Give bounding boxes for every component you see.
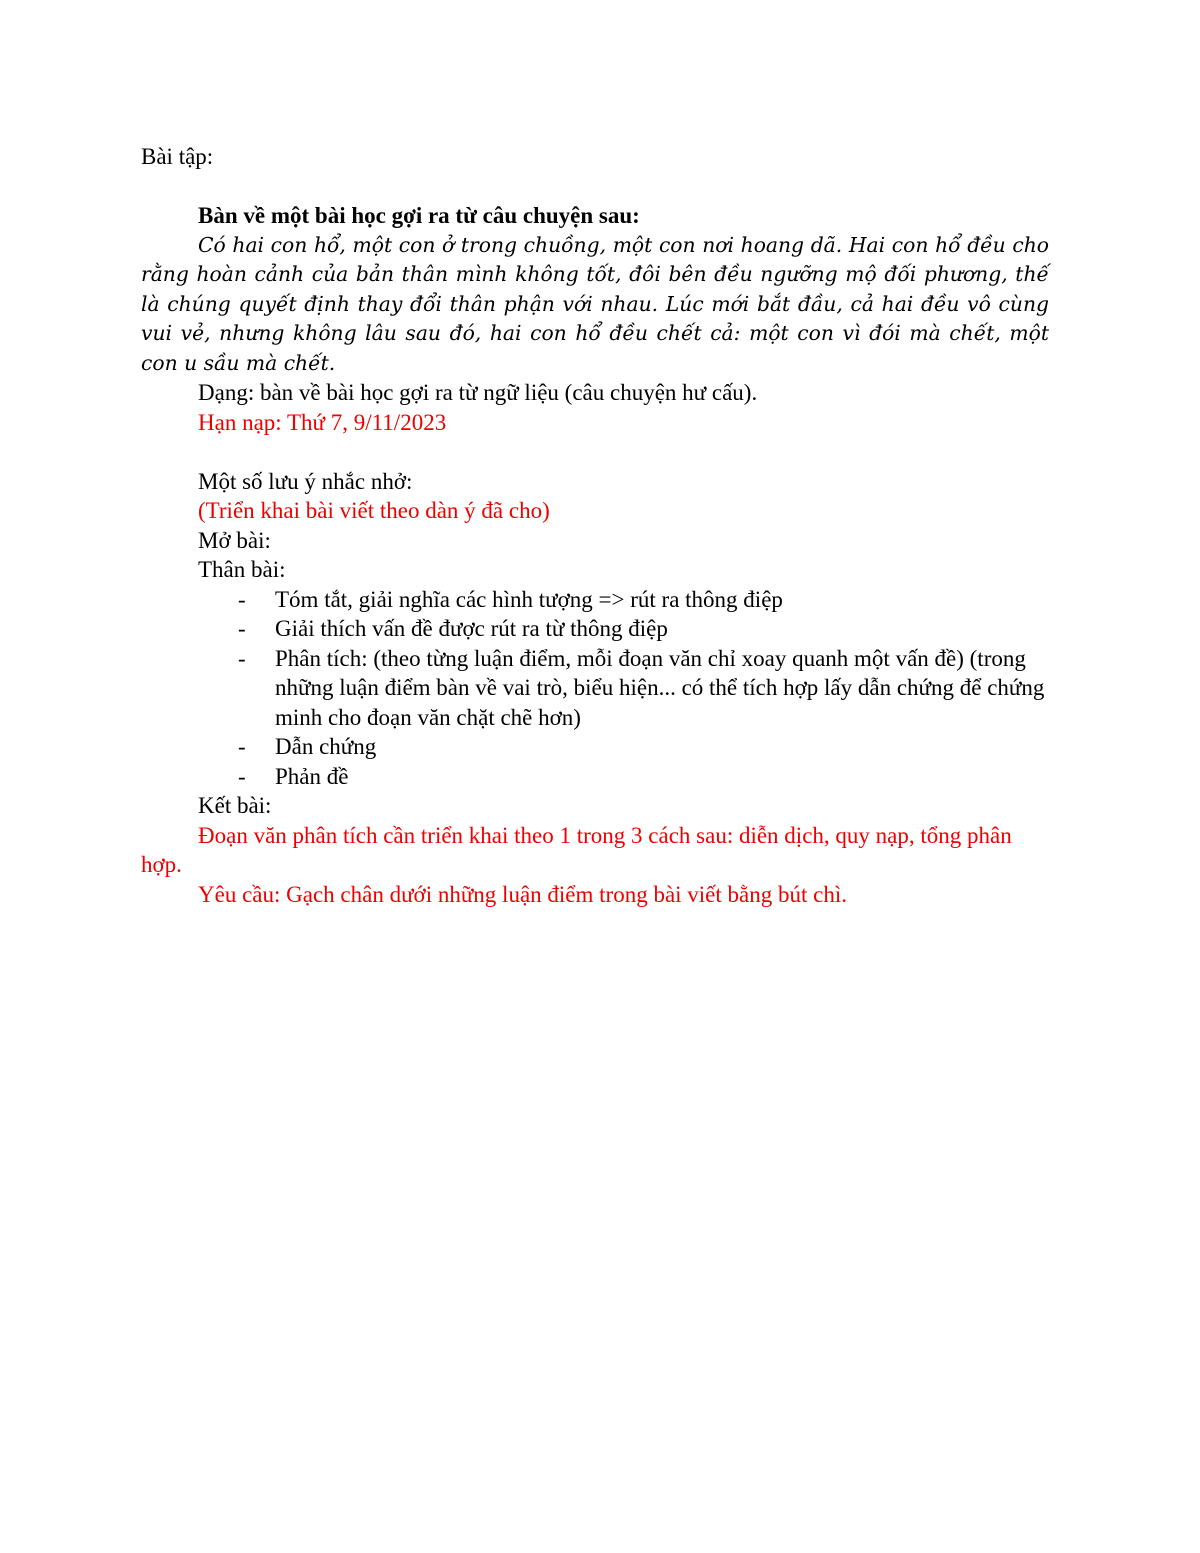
outline-note: (Triển khai bài viết theo dàn ý đã cho) xyxy=(198,498,550,523)
conclusion-label: Kết bài: xyxy=(198,793,272,818)
story-text: Có hai con hổ, một con ở trong chuồng, một con nơi hoang dã. Hai con hổ đều cho rằng hoàn cảnh của bản thân mình không tốt, đôi bên đều ngưỡng mộ đối phương, thế là chúng quyết định thay đổi thân phận với nhau. Lúc mới bắt đầu, cả hai đều vô cùng vui vẻ, nhưng không lâu sau đó, hai con hổ đều chết cả: một con vì đói mà chết, một con u sầu mà chết. xyxy=(141,232,1049,375)
prompt-title: Bàn về một bài học gợi ra từ câu chuyện sau: xyxy=(198,203,640,228)
body-label: Thân bài: xyxy=(198,557,286,582)
list-item-text: Phản đề xyxy=(275,763,349,789)
list-item xyxy=(238,732,1075,762)
list-item-text: Tóm tắt, giải nghĩa các hình tượng => rút ra thông điệp xyxy=(275,586,783,612)
exercise-heading: Bài tập: xyxy=(141,144,214,169)
bullet-dash: - xyxy=(238,616,246,641)
bullet-dash: - xyxy=(238,763,246,789)
requirement-text: Yêu cầu: Gạch chân dưới những luận điểm trong bài viết bằng bút chì. xyxy=(198,881,847,907)
bullet-dash: - xyxy=(238,734,246,759)
list-item xyxy=(238,614,1075,644)
deadline-text: Hạn nạp: Thứ 7, 9/11/2023 xyxy=(198,409,447,435)
list-item-text: Giải thích vấn đề được rút ra từ thông điệp xyxy=(275,616,668,641)
form-type-text: Dạng: bàn về bài học gợi ra từ ngữ liệu (câu chuyện hư cấu). xyxy=(198,380,758,405)
list-item-text: Phân tích: (theo từng luận điểm, mỗi đoạn văn chỉ xoay quanh một vấn đề) (trong những luận điểm bàn về vai trò, biểu hiện... có thể tích hợp lấy dẫn chứng để chứng minh cho đoạn văn chặt chẽ hơn) xyxy=(275,645,1045,730)
blank-line xyxy=(141,437,1051,467)
list-item xyxy=(238,762,1075,792)
bullet-dash: - xyxy=(238,586,246,612)
document-page xyxy=(141,142,1051,909)
paragraph-rule-text: Đoạn văn phân tích cần triển khai theo 1 trong 3 cách sau: diễn dịch, quy nạp, tổng phân hợp. xyxy=(141,822,1012,877)
list-item xyxy=(238,644,1075,733)
body-outline-list xyxy=(141,585,1051,792)
notes-title: Một số lưu ý nhắc nhở: xyxy=(198,468,413,494)
blank-line xyxy=(141,172,1051,202)
list-item-text: Dẫn chứng xyxy=(275,734,377,759)
intro-label: Mở bài: xyxy=(198,527,271,553)
bullet-dash: - xyxy=(238,645,246,671)
list-item xyxy=(238,585,1075,615)
